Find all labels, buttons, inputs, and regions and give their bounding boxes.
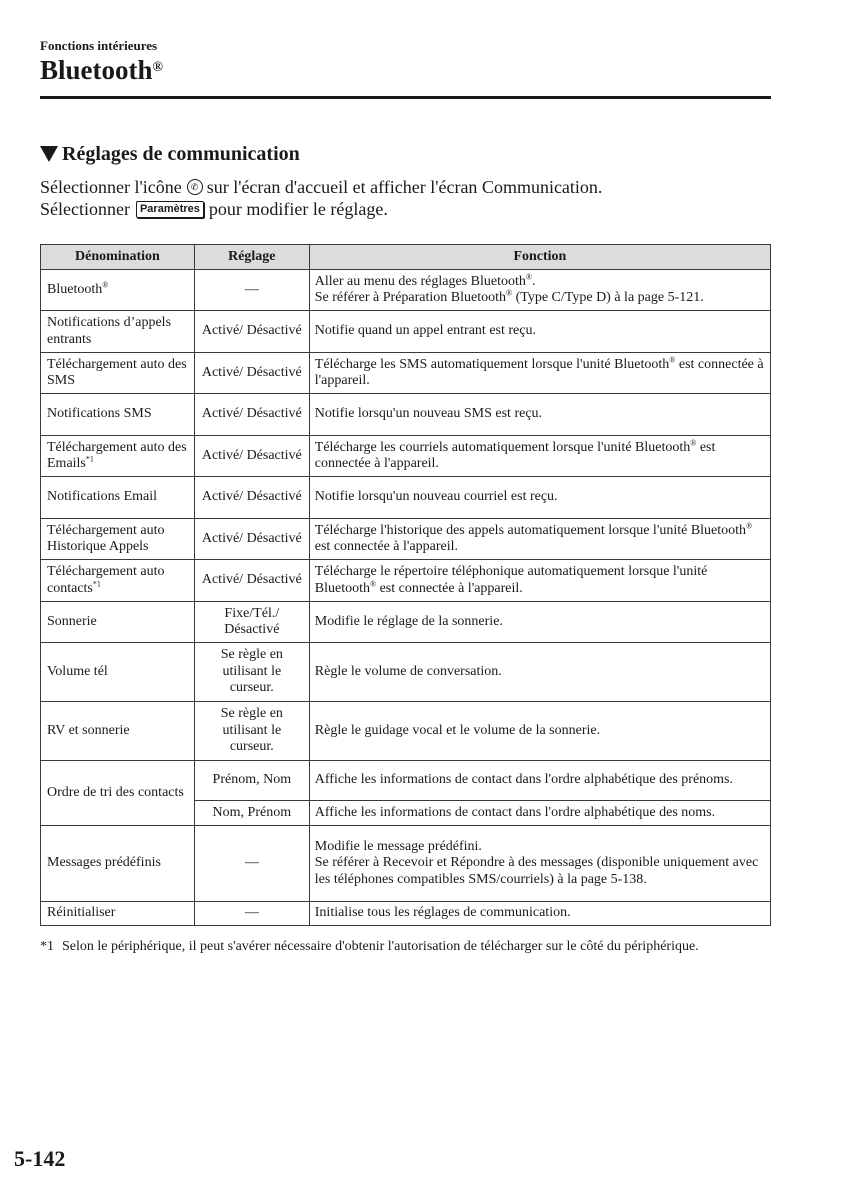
table-row [41, 761, 771, 801]
table-row [41, 902, 771, 926]
row-setting: Activé/ Désactivé [194, 560, 309, 602]
row-setting: Prénom, Nom [194, 761, 309, 801]
column-header-setting: Réglage [194, 245, 309, 270]
row-function: Initialise tous les réglages de communication. [309, 902, 770, 926]
row-setting: Se règle en utilisant le curseur. [194, 643, 309, 702]
table-row [41, 436, 771, 477]
footnote-text: Selon le périphérique, il peut s'avérer nécessaire d'obtenir l'autorisation de télécharger sur le côté du périphérique. [62, 939, 699, 954]
row-function: Télécharge le répertoire téléphonique automatiquement lorsque l'unité Bluetooth® est connectée à l'appareil. [309, 560, 770, 602]
row-setting: Activé/ Désactivé [194, 353, 309, 394]
row-setting: Activé/ Désactivé [194, 311, 309, 353]
footnote-mark: *1 [40, 939, 54, 954]
row-name: Notifications SMS [41, 394, 195, 436]
intro-text [40, 176, 602, 220]
table-row [41, 353, 771, 394]
row-setting: Activé/ Désactivé [194, 519, 309, 560]
row-name: Téléchargement auto des SMS [41, 353, 195, 394]
row-name: Sonnerie [41, 602, 195, 643]
row-setting: Activé/ Désactivé [194, 436, 309, 477]
row-function: Notifie quand un appel entrant est reçu. [309, 311, 770, 353]
row-function: Règle le volume de conversation. [309, 643, 770, 702]
row-name: Notifications Email [41, 477, 195, 519]
row-setting: Fixe/Tél./ Désactivé [194, 602, 309, 643]
row-name: Réinitialiser [41, 902, 195, 926]
row-name: RV et sonnerie [41, 702, 195, 761]
communication-settings-table [40, 244, 771, 926]
row-setting: Nom, Prénom [194, 801, 309, 826]
section-label: Fonctions intérieures [40, 38, 158, 53]
intro-line-1-end: sur l'écran d'accueil et afficher l'écran Communication. [206, 177, 603, 197]
intro-line-1-start: Sélectionner l'icône [40, 177, 182, 197]
row-function: Télécharge l'historique des appels automatiquement lorsque l'unité Bluetooth® est connectée à l'appareil. [309, 519, 770, 560]
subsection-heading [40, 142, 300, 166]
row-function: Règle le guidage vocal et le volume de la sonnerie. [309, 702, 770, 761]
row-function: Modifie le message prédéfini. Se référer à Recevoir et Répondre à des messages (disponible uniquement avec les téléphones compatibles SMS/courriels) à la page 5-138. [309, 826, 770, 902]
page-title-text: Bluetooth [40, 55, 153, 85]
row-function: Modifie le réglage de la sonnerie. [309, 602, 770, 643]
intro-line-1 [40, 176, 602, 198]
page-number: 5-142 [14, 1146, 66, 1171]
table-row [41, 519, 771, 560]
row-name: Bluetooth® [41, 270, 195, 311]
row-setting: — [194, 826, 309, 902]
phone-icon: ✆ [187, 179, 203, 195]
row-function: Notifie lorsqu'un nouveau SMS est reçu. [309, 394, 770, 436]
row-name: Téléchargement auto contacts$^{*1}$ [41, 560, 195, 602]
triangle-bullet-icon [40, 146, 58, 162]
registered-mark: ® [152, 60, 163, 75]
page-title [40, 55, 163, 85]
title-divider [40, 96, 771, 99]
row-name: Messages prédéfinis [41, 826, 195, 902]
row-setting: Se règle en utilisant le curseur. [194, 702, 309, 761]
row-name: Téléchargement auto des Emails$^{*1}$ [41, 436, 195, 477]
table-row [41, 270, 771, 311]
table-row [41, 311, 771, 353]
row-setting: — [194, 902, 309, 926]
intro-line-2-end: pour modifier le réglage. [208, 199, 388, 219]
row-name: Notifications d’appels entrants [41, 311, 195, 353]
column-header-function: Fonction [309, 245, 770, 270]
intro-line-2 [40, 198, 602, 220]
table-row [41, 702, 771, 761]
row-setting: Activé/ Désactivé [194, 477, 309, 519]
row-function: Télécharge les courriels automatiquement lorsque l'unité Bluetooth® est connectée à l'appareil. [309, 436, 770, 477]
parametres-button: Paramètres [136, 201, 204, 218]
table-row [41, 602, 771, 643]
table-row [41, 560, 771, 602]
table-row [41, 477, 771, 519]
table-row [41, 643, 771, 702]
row-setting: — [194, 270, 309, 311]
subsection-title: Réglages de communication [62, 143, 300, 165]
row-name: Téléchargement auto Historique Appels [41, 519, 195, 560]
row-function: Notifie lorsqu'un nouveau courriel est reçu. [309, 477, 770, 519]
row-function: Télécharge les SMS automatiquement lorsque l'unité Bluetooth® est connectée à l'appareil. [309, 353, 770, 394]
table-row [41, 394, 771, 436]
row-function: Affiche les informations de contact dans l'ordre alphabétique des prénoms. [309, 761, 770, 801]
footnote [40, 938, 740, 956]
table-header-row [41, 245, 771, 270]
intro-line-2-start: Sélectionner [40, 199, 130, 219]
row-function: Aller au menu des réglages Bluetooth®. Se référer à Préparation Bluetooth® (Type C/Type D) à la page 5-121. [309, 270, 770, 311]
table-row [41, 826, 771, 902]
row-function: Affiche les informations de contact dans l'ordre alphabétique des noms. [309, 801, 770, 826]
column-header-name: Dénomination [41, 245, 195, 270]
row-setting: Activé/ Désactivé [194, 394, 309, 436]
row-name: Ordre de tri des contacts [41, 761, 195, 826]
row-name: Volume tél [41, 643, 195, 702]
